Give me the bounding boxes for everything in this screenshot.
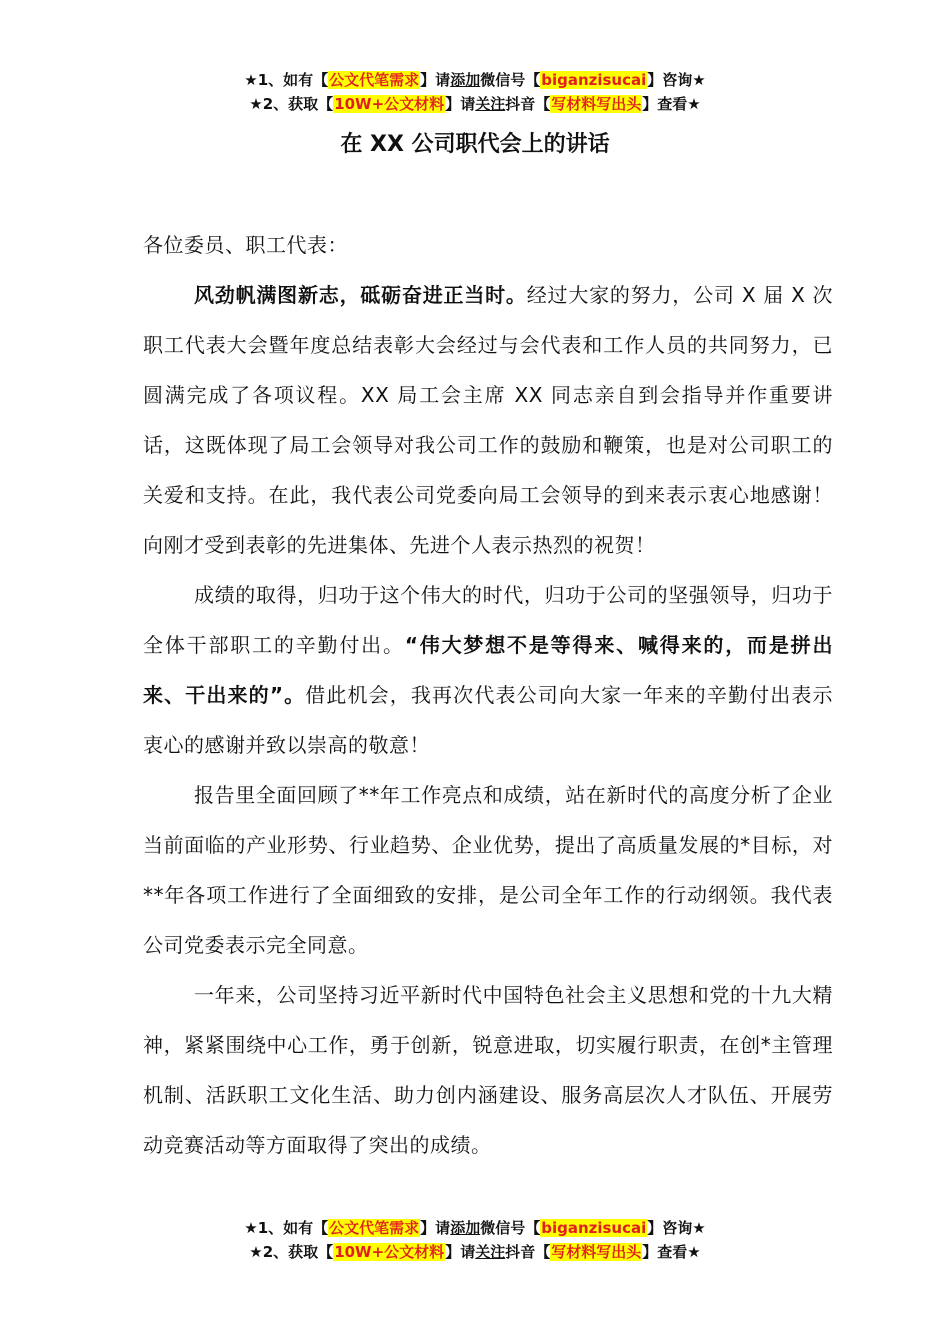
promo-text: 】请 [420,1219,451,1237]
paragraph-1-lead: 风劲帆满图新志，砥砺奋进正当时。 [194,283,527,307]
promo-text: 抖音【 [505,1243,551,1261]
paragraph-2-text: 成绩的取得，归功于这个伟大的时代，归功于公司的坚强领导，归功于全体干部职工的辛勤付出。 [143,583,833,657]
document-body [143,220,833,1170]
promo-highlight: 10W+公文材料 [334,1243,445,1261]
promo-underline: 关注 [475,1243,506,1261]
promo-text: 微信号【 [480,1219,541,1237]
promo-text: ★1、如有【 [244,1219,329,1237]
promo-highlight: 公文代笔需求 [329,1219,420,1237]
paragraph-2-quote: “伟大梦想不是等得来、喊得来的，而是拼出来、干出来的”。 [143,633,833,707]
promo-wechat-id: biganzisucai [541,71,647,89]
paragraph-2-text-end: 借此机会，我再次代表公司向大家一年来的辛勤付出表示衷心的感谢并致以崇高的敬意！ [143,683,833,757]
paragraph-1 [143,270,833,570]
promo-douyin-id: 写材料写出头 [551,1243,642,1261]
promo-line-2 [0,92,950,116]
promo-line-1 [0,1216,950,1240]
promo-text: ★2、获取【 [249,95,334,113]
promo-douyin-id: 写材料写出头 [551,95,642,113]
promo-banner-top [0,68,950,116]
promo-text: 】请 [445,95,476,113]
promo-banner-bottom [0,1216,950,1264]
paragraph-1-text: 经过大家的努力，公司 X 届 X 次职工代表大会暨年度总结表彰大会经过与会代表和工作人员的共同努力，已圆满完成了各项议程。XX 局工会主席 XX 同志亲自到会指导并作重要讲话，这既体现了局工会领导对我公司工作的鼓励和鞭策，也是对公司职工的关爱和支持。在此，我代表公司党委向局工会领导的到来表示衷心地感谢！向刚才受到表彰的先进集体、先进个人表示热烈的祝贺！ [143,283,833,557]
promo-text: 抖音【 [505,95,551,113]
promo-highlight: 公文代笔需求 [329,71,420,89]
promo-text: 微信号【 [480,71,541,89]
promo-text: 】查看★ [642,95,701,113]
promo-underline: 添加 [450,1219,481,1237]
promo-line-1 [0,68,950,92]
promo-wechat-id: biganzisucai [541,1219,647,1237]
promo-underline: 关注 [475,95,506,113]
document-title: 在 XX 公司职代会上的讲话 [340,132,610,157]
promo-underline: 添加 [450,71,481,89]
promo-highlight: 10W+公文材料 [334,95,445,113]
promo-line-2 [0,1240,950,1264]
promo-text: ★2、获取【 [249,1243,334,1261]
paragraph-3: 报告里全面回顾了**年工作亮点和成绩，站在新时代的高度分析了企业当前面临的产业形势、行业趋势、企业优势，提出了高质量发展的*目标，对**年各项工作进行了全面细致的安排，是公司全年工作的行动纲领。我代表公司党委表示完全同意。 [143,783,833,957]
promo-text: 】查看★ [642,1243,701,1261]
paragraph-4: 一年来，公司坚持习近平新时代中国特色社会主义思想和党的十九大精神，紧紧围绕中心工作，勇于创新，锐意进取，切实履行职责，在创*主管理机制、活跃职工文化生活、助力创内涵建设、服务高层次人才队伍、开展劳动竞赛活动等方面取得了突出的成绩。 [143,983,833,1157]
promo-text: 】咨询★ [647,71,706,89]
promo-text: 】请 [420,71,451,89]
promo-text: ★1、如有【 [244,71,329,89]
promo-text: 】咨询★ [647,1219,706,1237]
paragraph-2 [143,570,833,770]
promo-text: 】请 [445,1243,476,1261]
salutation: 各位委员、职工代表： [143,233,348,257]
